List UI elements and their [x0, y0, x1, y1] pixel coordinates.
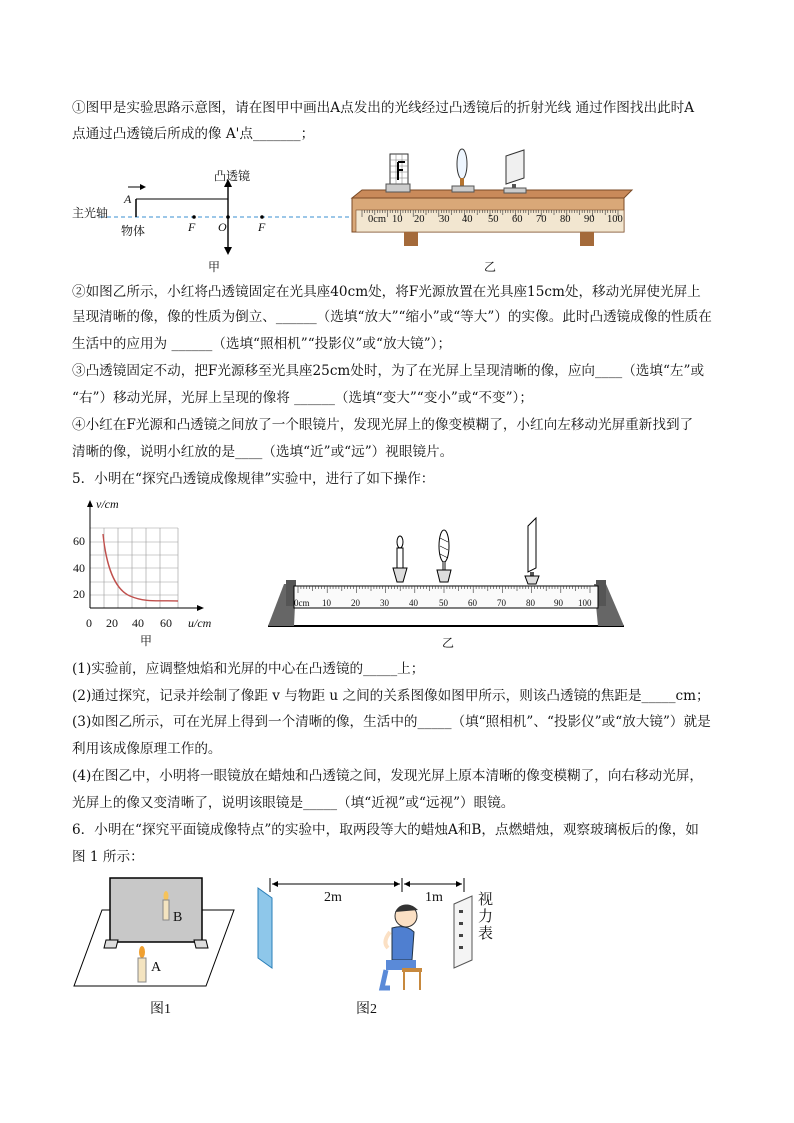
graph-ytick: 40: [73, 561, 85, 575]
tick-label: 30: [439, 214, 450, 225]
tick-label: 90: [584, 214, 595, 225]
tick-label: 50: [439, 598, 448, 608]
q4-line-8: ④小红在F光源和凸透镜之间放了一个眼镜片，发现光屏上的像变模糊了，小红向左移动光屏重新找到了: [72, 417, 694, 433]
focal-point-left-label: F: [188, 220, 196, 234]
bench-middle-ticks: [294, 598, 594, 610]
optical-bench-top: [348, 148, 638, 254]
tick-label: 100: [578, 598, 592, 608]
q4-line-7: “右”）移动光屏，光屏上呈现的像将 ______（选填“变大”“变小”或“不变”）；: [72, 390, 533, 406]
bench-top-ticks: [356, 214, 636, 228]
tick-label: 30: [380, 598, 389, 608]
vu-graph: [70, 494, 230, 634]
q4-line-6: ③凸透镜固定不动，把F光源移至光具座25cm处时，为了在光屏上呈现清晰的像，应向____（选填“左”或: [72, 363, 705, 379]
tick-label: 80: [560, 214, 571, 225]
tick-label: 70: [536, 214, 547, 225]
optic-axis-label: 主光轴: [72, 206, 109, 220]
point-a-label: A: [124, 192, 132, 206]
distance-1m-label: 1m: [425, 890, 443, 905]
graph-xtick: 0: [86, 616, 92, 630]
q5-line-4: 利用该成像原理工作的。: [72, 741, 222, 757]
tick-label: 10: [392, 214, 403, 225]
tick-label: 20: [414, 214, 425, 225]
plane-mirror-figure: [72, 874, 242, 994]
candle-a-label: A: [151, 960, 162, 975]
tick-label: 100: [607, 214, 623, 225]
tick-label: 60: [512, 214, 523, 225]
graph-ytick: 60: [73, 534, 85, 548]
q4-line-1: ①图甲是实验思路示意图，请在图甲中画出A点发出的光线经过凸透镜后的折射光线 通过作图找出此时A: [72, 100, 695, 116]
q5-line-1: (1)实验前，应调整烛焰和光屏的中心在凸透镜的_____上；: [72, 661, 425, 677]
figure-yi-caption: 乙: [484, 260, 497, 274]
tick-label: 70: [497, 598, 506, 608]
bench-middle-caption: 乙: [442, 636, 455, 650]
q4-line-5: 生活中的应用为 ______（选填“照相机”“投影仪”或“放大镜”）；: [72, 336, 452, 352]
focal-point-right-label: F: [258, 220, 266, 234]
q4-line-9: 清晰的像，说明小红放的是____（选填“近”或“远”）视眼镜片。: [72, 444, 454, 460]
lens-label: 凸透镜: [214, 169, 251, 183]
distance-2m-label: 2m: [324, 890, 342, 905]
q5-line-2: (2)通过探究，记录并绘制了像距 v 与物距 u 之间的关系图像如图甲所示，则该凸透镜的焦距是_____cm；: [72, 688, 710, 704]
graph-ylabel: v/cm: [96, 497, 119, 511]
tick-label: 20: [351, 598, 360, 608]
candle-b-label: B: [173, 910, 183, 925]
figure-jia-caption: 甲: [208, 260, 221, 274]
tick-label: 50: [488, 214, 499, 225]
figure-2-caption: 图2: [356, 1002, 377, 1017]
graph-xtick: 20: [106, 616, 118, 630]
eye-chart-label: 视力表: [478, 892, 494, 942]
q5-line-3: (3)如图乙所示，可在光屏上得到一个清晰的像，生活中的_____（填“照相机”、“投影仪”或“放大镜”）就是: [72, 714, 711, 730]
tick-label: 90: [554, 598, 563, 608]
q6-line-2: 图 1 所示：: [72, 849, 144, 865]
q5-intro: 5．小明在“探究凸透镜成像规律”实验中，进行了如下操作：: [72, 471, 435, 487]
tick-label: 80: [526, 598, 535, 608]
graph-xlabel: u/cm: [188, 616, 212, 630]
graph-ytick: 20: [73, 587, 85, 601]
q5-line-5: (4)在图乙中，小明将一眼镜放在蜡烛和凸透镜之间，发现光屏上原本清晰的像变模糊了，向右移动光屏，: [72, 768, 703, 784]
eye-chart-figure: [254, 876, 504, 996]
tick-label: 40: [462, 214, 473, 225]
tick-label: 0cm: [294, 598, 310, 608]
tick-label: 0cm: [368, 214, 387, 225]
optical-bench-middle: [264, 510, 624, 634]
object-label: 物体: [121, 224, 146, 238]
tick-label: 10: [322, 598, 331, 608]
graph-xtick: 40: [132, 616, 144, 630]
tick-label: 40: [409, 598, 418, 608]
optical-center-label: O: [218, 220, 227, 234]
q6-line-1: 6．小明在“探究平面镜成像特点”的实验中，取两段等大的蜡烛A和B，点燃蜡烛，观察玻璃板后的像，如: [72, 822, 699, 838]
graph-caption: 甲: [140, 634, 153, 648]
tick-label: 60: [468, 598, 477, 608]
q4-line-2: 点通过凸透镜后所成的像 A'点_______；: [72, 126, 315, 142]
q5-line-6: 光屏上的像又变清晰了，说明该眼镜是_____（填“近视”或“远视”）眼镜。: [72, 795, 515, 811]
q4-line-3: ②如图乙所示，小红将凸透镜固定在光具座40cm处，将F光源放置在光具座15cm处，移动光屏使光屏上: [72, 284, 701, 300]
q4-line-4: 呈现清晰的像，像的性质为倒立、______（选填“放大”“缩小”或“等大”）的实像。此时凸透镜成像的性质在: [72, 309, 712, 325]
graph-xtick: 60: [160, 616, 172, 630]
figure-1-caption: 图1: [150, 1002, 171, 1017]
